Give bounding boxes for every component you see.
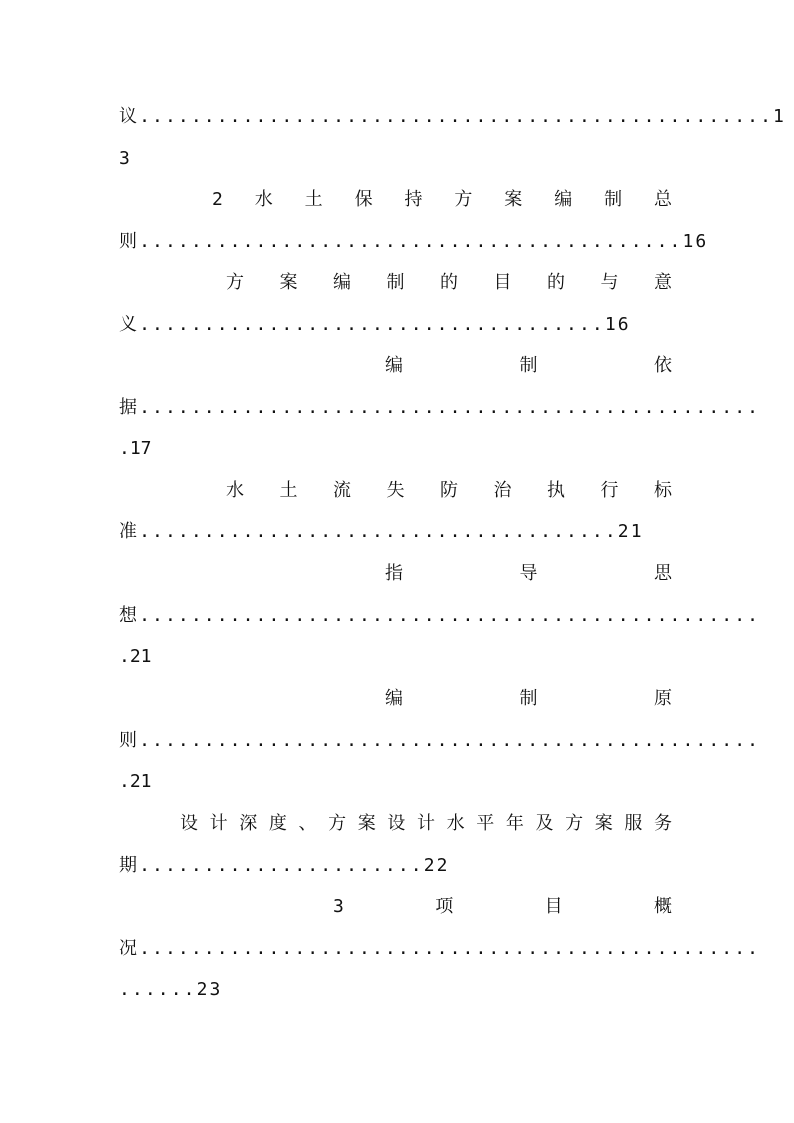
- heading-char: 制: [519, 355, 538, 376]
- heading-char: 标: [654, 480, 672, 501]
- toc-entry-text: 3: [119, 148, 130, 169]
- heading-char: 依: [654, 355, 672, 376]
- heading-char: 方: [454, 189, 473, 210]
- heading-char: 土: [279, 480, 298, 501]
- heading-char: 编: [554, 189, 573, 210]
- toc-heading: [212, 185, 672, 215]
- heading-char: 设: [180, 813, 198, 834]
- heading-char: 制: [519, 688, 538, 709]
- heading-char: 编: [333, 272, 351, 293]
- toc-entry-text: 义....................................16: [119, 314, 631, 335]
- heading-char: 案: [594, 813, 613, 834]
- toc-entry-text: 议.................................................1: [119, 106, 786, 127]
- heading-char: 方: [328, 813, 347, 834]
- heading-char: 、: [298, 813, 317, 834]
- heading-char: 2: [212, 189, 223, 210]
- heading-char: 水: [446, 813, 465, 834]
- toc-entry-text: 准.....................................21: [119, 521, 644, 542]
- heading-char: 执: [547, 480, 565, 501]
- heading-char: 计: [417, 813, 435, 834]
- heading-char: 土: [304, 189, 323, 210]
- heading-char: 流: [333, 480, 351, 501]
- heading-char: 年: [505, 813, 524, 834]
- heading-char: 目: [544, 896, 563, 917]
- toc-heading: [385, 351, 672, 381]
- heading-char: 与: [600, 272, 619, 293]
- heading-char: 的: [440, 272, 458, 293]
- toc-heading: [385, 559, 672, 589]
- toc-entry-text: ......23: [119, 979, 223, 1000]
- toc-heading: [226, 268, 672, 298]
- heading-char: 总: [654, 189, 672, 210]
- heading-char: 失: [386, 480, 405, 501]
- heading-char: 行: [600, 480, 619, 501]
- heading-char: 原: [654, 688, 672, 709]
- heading-char: 方: [565, 813, 584, 834]
- heading-char: 平: [476, 813, 495, 834]
- heading-char: 服: [624, 813, 643, 834]
- heading-char: 的: [547, 272, 565, 293]
- toc-entry-text: 据................................................: [119, 397, 761, 418]
- heading-char: 案: [279, 272, 298, 293]
- heading-char: 深: [239, 813, 258, 834]
- toc-entry-text: 则..........................................16: [119, 231, 709, 252]
- heading-char: 水: [226, 480, 244, 501]
- toc-heading: [180, 809, 672, 839]
- heading-char: 概: [653, 896, 672, 917]
- heading-char: 设: [387, 813, 406, 834]
- toc-heading: [385, 684, 672, 714]
- toc-entry-text: 况................................................: [119, 938, 761, 959]
- heading-char: 水: [254, 189, 273, 210]
- toc-heading: [226, 476, 672, 506]
- heading-char: 持: [404, 189, 423, 210]
- toc-entry-text: .17: [119, 438, 152, 459]
- heading-char: 目: [493, 272, 512, 293]
- heading-char: 及: [535, 813, 554, 834]
- heading-char: 防: [440, 480, 458, 501]
- heading-char: 思: [654, 563, 672, 584]
- heading-char: 案: [504, 189, 523, 210]
- heading-char: 制: [386, 272, 405, 293]
- heading-char: 治: [493, 480, 512, 501]
- heading-char: 编: [385, 355, 403, 376]
- heading-char: 案: [357, 813, 376, 834]
- toc-entry-text: .21: [119, 646, 152, 667]
- heading-char: 3: [333, 896, 344, 917]
- heading-char: 保: [354, 189, 373, 210]
- heading-char: 意: [654, 272, 672, 293]
- heading-char: 项: [435, 896, 454, 917]
- heading-char: 度: [268, 813, 287, 834]
- toc-heading: [333, 892, 672, 922]
- toc-entry-text: 想................................................: [119, 605, 761, 626]
- toc-entry-text: 期......................22: [119, 855, 450, 876]
- toc-entry-text: 则................................................: [119, 730, 761, 751]
- heading-char: 导: [519, 563, 538, 584]
- heading-char: 计: [209, 813, 228, 834]
- heading-char: 指: [385, 563, 403, 584]
- heading-char: 方: [226, 272, 244, 293]
- heading-char: 编: [385, 688, 403, 709]
- toc-entry-text: .21: [119, 771, 152, 792]
- heading-char: 务: [654, 813, 672, 834]
- heading-char: 制: [604, 189, 623, 210]
